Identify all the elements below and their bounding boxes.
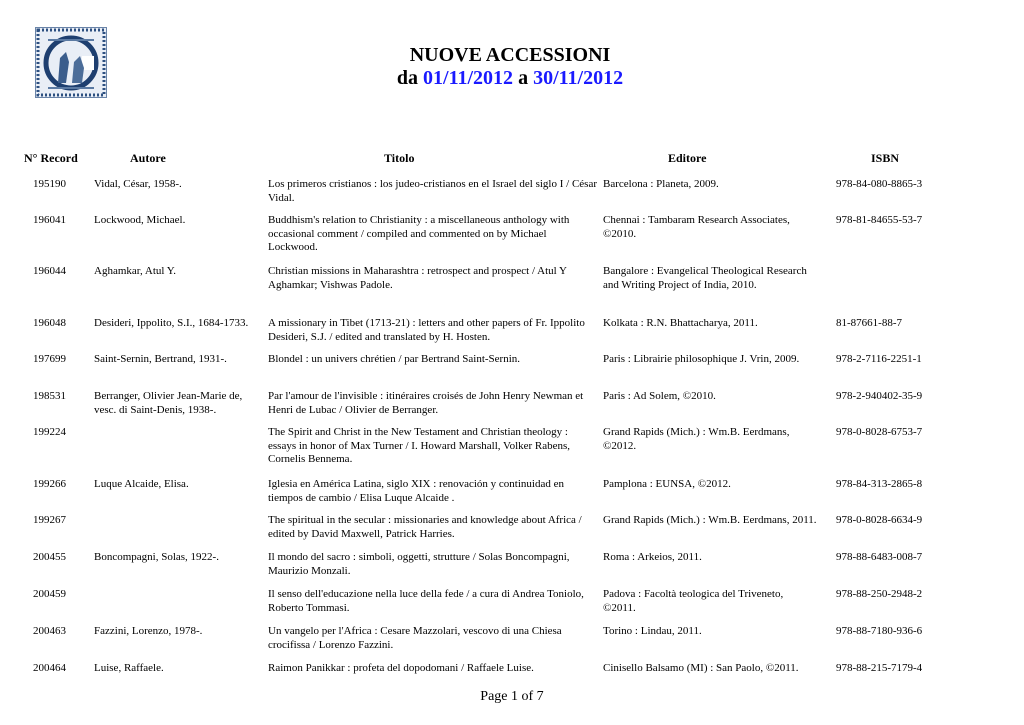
record-cell: 196044 (33, 265, 66, 277)
publisher-cell: Paris : Librairie philosophique J. Vrin, 2009. (603, 353, 800, 365)
table-row (0, 426, 1024, 478)
author-cell: Aghamkar, Atul Y. (94, 265, 177, 277)
date-range (300, 67, 720, 90)
publisher-cell: Cinisello Balsamo (MI) : San Paolo, ©2011. (603, 662, 799, 674)
column-header-author: Autore (130, 151, 166, 165)
author-cell: Luque Alcaide, Elisa. (94, 478, 189, 490)
record-cell: 197699 (33, 353, 66, 365)
record-cell: 196048 (33, 317, 66, 329)
title-cell: Christian missions in Maharashtra : retrospect and prospect / Atul Y Aghamkar; Vishwas Padole. (268, 265, 567, 291)
publisher-cell: Padova : Facoltà teologica del Triveneto, ©2011. (603, 588, 784, 614)
record-cell: 196041 (33, 214, 66, 226)
column-header-isbn: ISBN (871, 151, 900, 165)
date-to: 30/11/2012 (533, 67, 624, 89)
table-row (0, 588, 1024, 625)
title-cell: The Spirit and Christ in the New Testament and Christian theology : essays in honor of Max Turner / I. Howard Marshall, Volker Rabens, Cornelis Bennema. (268, 426, 571, 465)
record-cell: 200463 (33, 625, 66, 637)
author-cell: Fazzini, Lorenzo, 1978-. (94, 625, 203, 637)
title-cell: The spiritual in the secular : missionaries and knowledge about Africa / edited by David Maxwell, Patrick Harries. (268, 514, 582, 540)
table-row (0, 214, 1024, 265)
table-row (0, 178, 1024, 214)
table-row (0, 625, 1024, 662)
isbn-cell: 978-0-8028-6634-9 (836, 514, 923, 526)
record-cell: 200459 (33, 588, 66, 600)
record-cell: 199224 (33, 426, 66, 438)
column-header-title: Titolo (384, 151, 415, 165)
table-row (0, 353, 1024, 390)
record-cell: 200455 (33, 551, 66, 563)
isbn-cell: 978-2-7116-2251-1 (836, 353, 922, 365)
title-heading: NUOVE ACCESSIONI (409, 44, 611, 66)
author-cell: Saint-Sernin, Bertrand, 1931-. (94, 353, 227, 365)
title-cell: Raimon Panikkar : profeta del dopodomani / Raffaele Luise. (268, 662, 534, 674)
publisher-cell: Kolkata : R.N. Bhattacharya, 2011. (603, 317, 758, 329)
table-row (0, 265, 1024, 317)
date-separator: a (518, 67, 529, 89)
table-row (0, 478, 1024, 514)
document-title (300, 44, 720, 90)
title-cell: Buddhism's relation to Christianity : a miscellaneous anthology with occasional comment / compiled and commented on by Michael Lockwood. (268, 214, 570, 253)
isbn-cell: 978-81-84655-53-7 (836, 214, 923, 226)
publisher-cell: Grand Rapids (Mich.) : Wm.B. Eerdmans, 2011. (603, 514, 817, 526)
publisher-cell: Paris : Ad Solem, ©2010. (603, 390, 716, 402)
table-row (0, 662, 1024, 692)
author-cell: Berranger, Olivier Jean-Marie de, vesc. di Saint-Denis, 1938-. (94, 390, 243, 416)
publisher-cell: Torino : Lindau, 2011. (603, 625, 702, 637)
title-cell: Un vangelo per l'Africa : Cesare Mazzolari, vescovo di una Chiesa crocifissa / Lorenzo Fazzini. (268, 625, 562, 651)
isbn-cell: 978-88-7180-936-6 (836, 625, 923, 637)
publisher-cell: Roma : Arkeios, 2011. (603, 551, 702, 563)
date-from: 01/11/2012 (423, 67, 514, 89)
publisher-cell: Chennai : Tambaram Research Associates, ©2010. (603, 214, 790, 240)
isbn-cell: 81-87661-88-7 (836, 317, 902, 329)
isbn-cell: 978-88-215-7179-4 (836, 662, 923, 674)
title-cell: Iglesia en América Latina, siglo XIX : renovación y continuidad en tiempos de cambio / Elisa Luque Alcaide . (268, 478, 564, 504)
isbn-cell: 978-0-8028-6753-7 (836, 426, 923, 438)
library-seal-logo (35, 27, 107, 98)
publisher-cell: Grand Rapids (Mich.) : Wm.B. Eerdmans, ©2012. (603, 426, 790, 452)
author-cell: Luise, Raffaele. (94, 662, 164, 674)
isbn-cell: 978-88-6483-008-7 (836, 551, 923, 563)
title-cell: Il mondo del sacro : simboli, oggetti, strutture / Solas Boncompagni, Maurizio Monzali. (268, 551, 570, 577)
page-number: Page 1 of 7 (480, 689, 544, 704)
author-cell: Desideri, Ippolito, S.I., 1684-1733. (94, 317, 249, 329)
title-cell: Il senso dell'educazione nella luce della fede / a cura di Andrea Toniolo, Roberto Tommasi. (268, 588, 584, 614)
date-prefix: da (396, 67, 419, 89)
author-cell: Boncompagni, Solas, 1922-. (94, 551, 219, 563)
publisher-cell: Barcelona : Planeta, 2009. (603, 178, 719, 190)
record-cell: 199266 (33, 478, 66, 490)
publisher-cell: Bangalore : Evangelical Theological Research and Writing Project of India, 2010. (603, 265, 807, 291)
column-header-record: N° Record (24, 151, 78, 165)
isbn-cell: 978-84-313-2865-8 (836, 478, 923, 490)
publisher-cell: Pamplona : EUNSA, ©2012. (603, 478, 731, 490)
table-row (0, 390, 1024, 426)
isbn-cell: 978-84-080-8865-3 (836, 178, 923, 190)
accessions-table (0, 178, 1024, 692)
record-cell: 200464 (33, 662, 66, 674)
isbn-cell: 978-2-940402-35-9 (836, 390, 923, 402)
title-cell: Par l'amour de l'invisible : itinéraires croisés de John Henry Newman et Henri de Lubac / Olivier de Berranger. (268, 390, 584, 416)
table-row (0, 317, 1024, 353)
author-cell: Vidal, César, 1958-. (94, 178, 182, 190)
author-cell: Lockwood, Michael. (94, 214, 186, 226)
record-cell: 199267 (33, 514, 66, 526)
record-cell: 195190 (33, 178, 66, 190)
column-header-publisher: Editore (668, 151, 707, 165)
title-cell: Los primeros cristianos : los judeo-cristianos en el Israel del siglo I / César Vidal. (268, 178, 598, 204)
isbn-cell: 978-88-250-2948-2 (836, 588, 923, 600)
title-cell: Blondel : un univers chrétien / par Bertrand Saint-Sernin. (268, 353, 521, 365)
table-row (0, 514, 1024, 551)
title-cell: A missionary in Tibet (1713-21) : letters and other papers of Fr. Ippolito Desideri, S.J. / edited and translated by H. Hosten. (268, 317, 585, 343)
table-row (0, 551, 1024, 588)
record-cell: 198531 (33, 390, 66, 402)
